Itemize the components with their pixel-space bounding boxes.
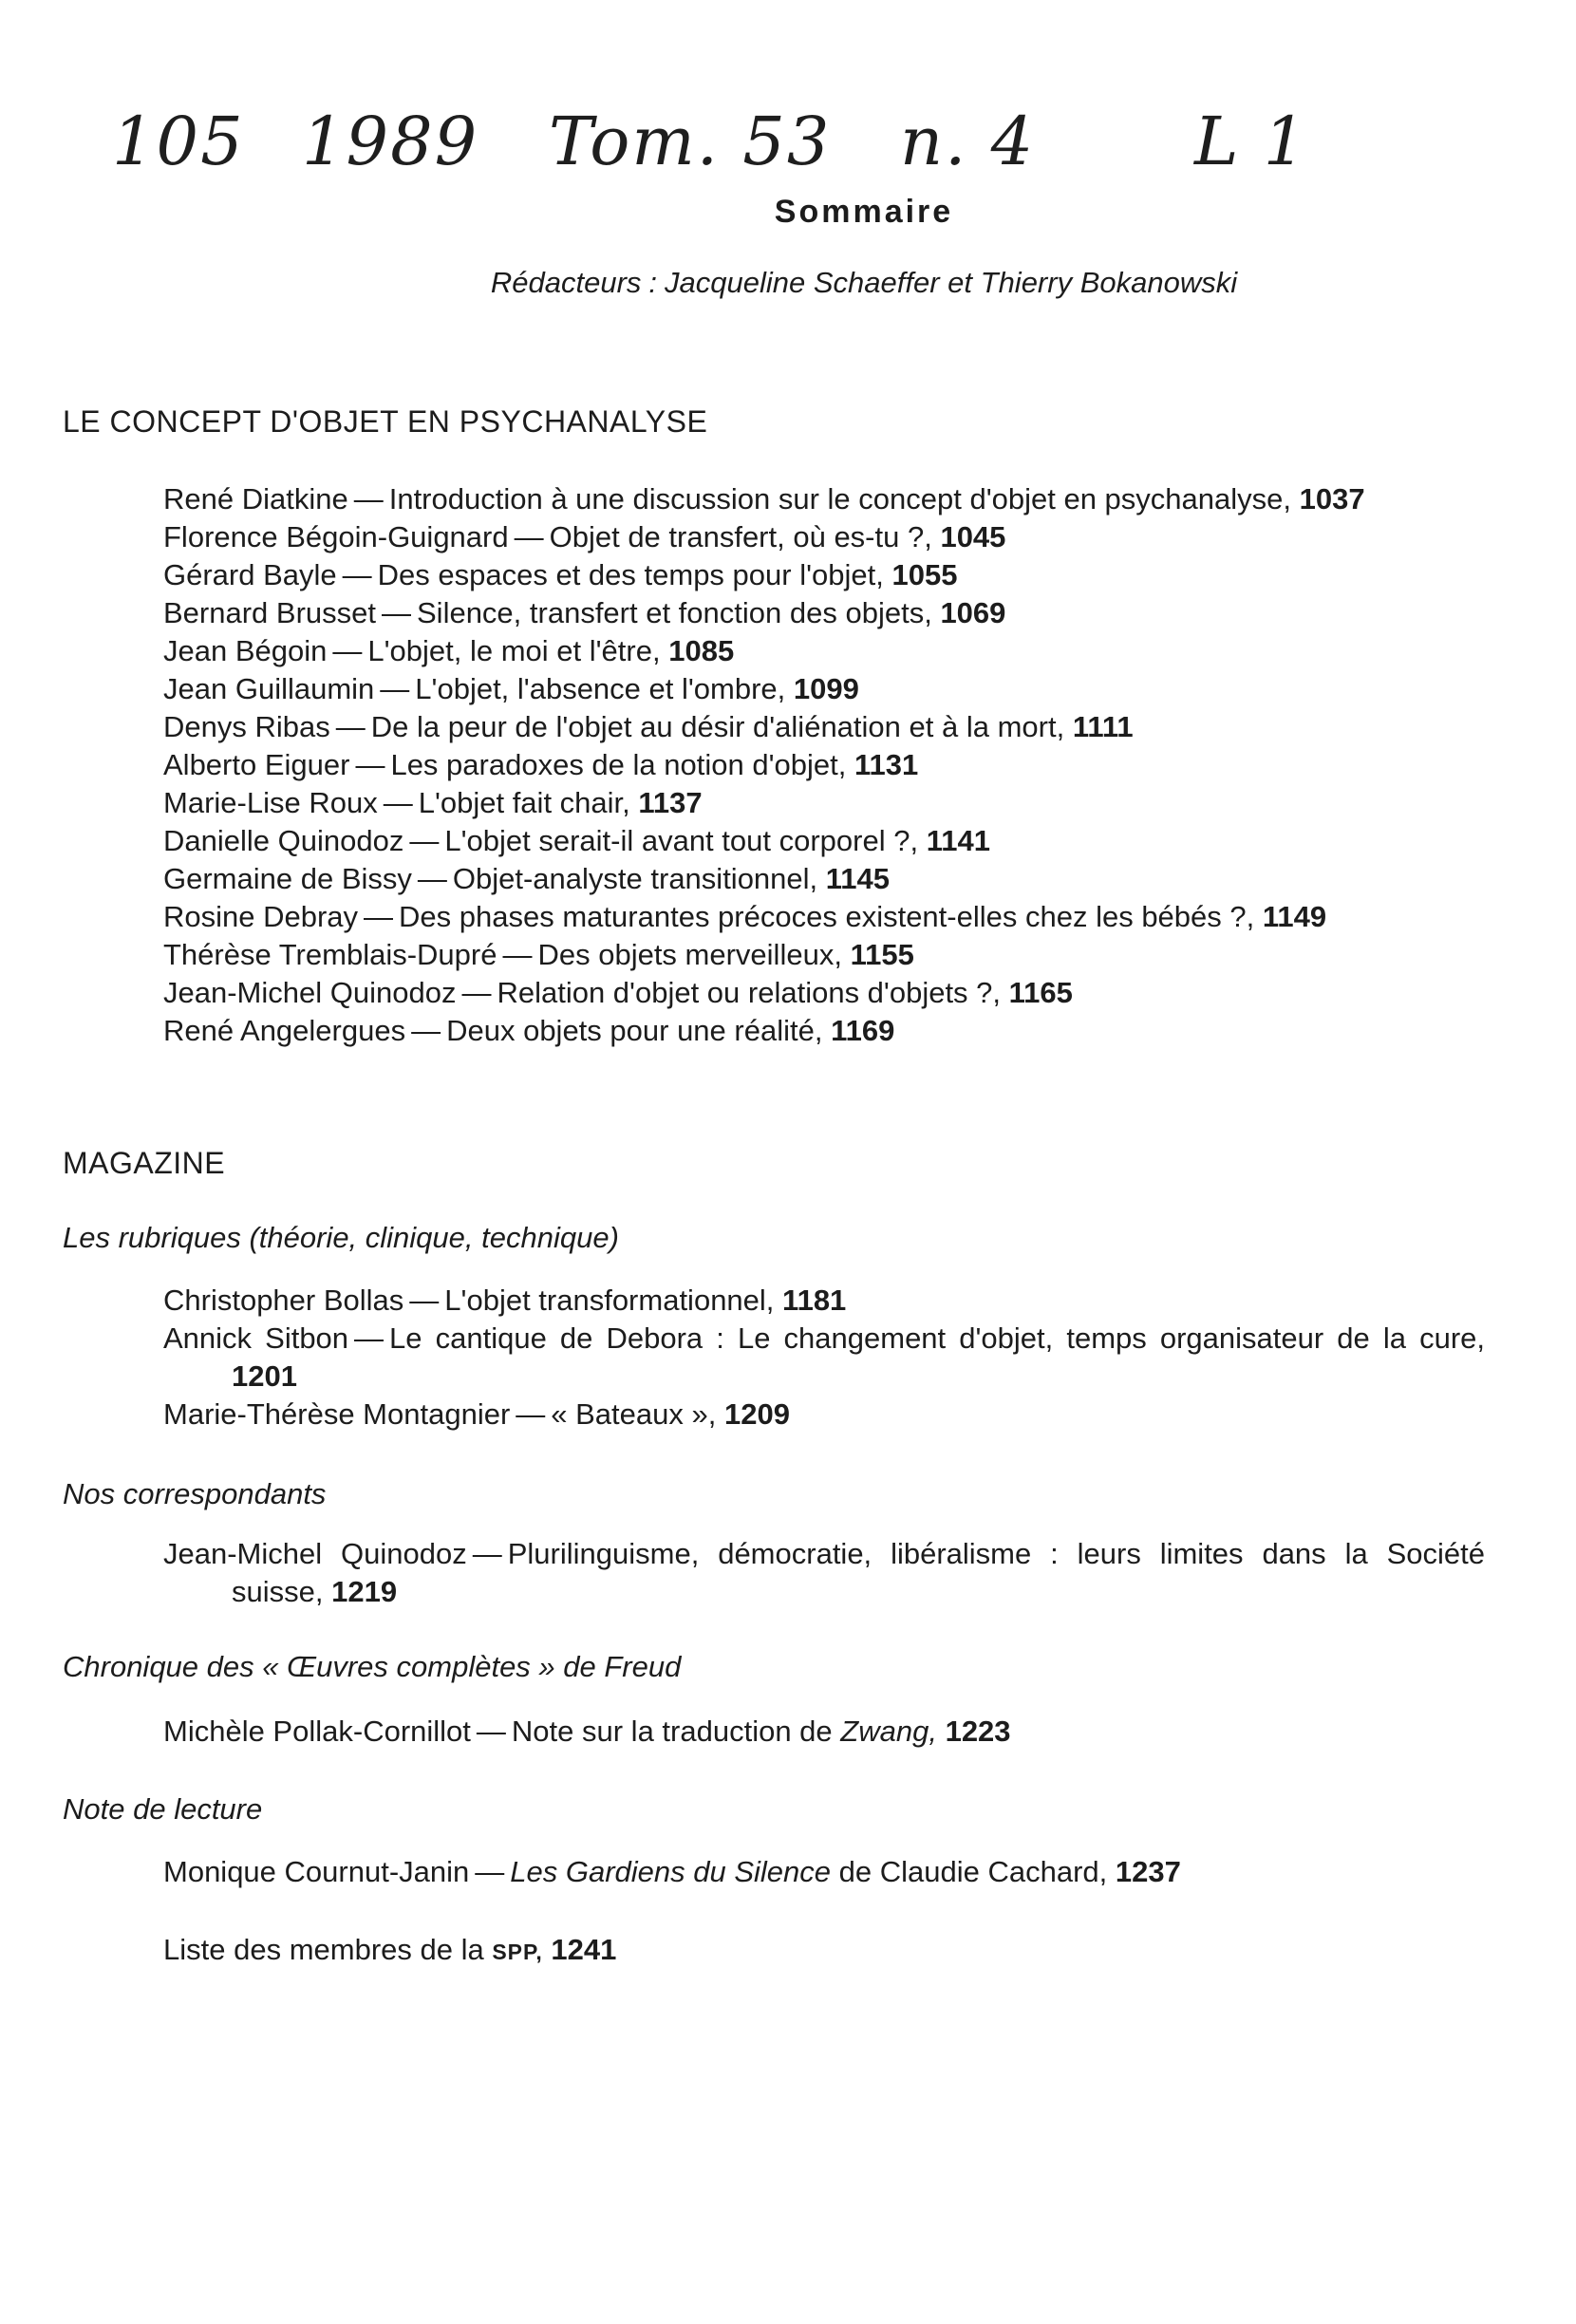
editors-names: Jacqueline Schaeffer et Thierry Bokanowski xyxy=(665,266,1238,299)
entry-page: 1149 xyxy=(1262,900,1327,933)
entry-author: Marie-Thérèse Montagnier xyxy=(163,1397,511,1431)
entry-dash: — xyxy=(383,786,413,819)
entry-dash: — xyxy=(411,1014,441,1047)
entry-dash: — xyxy=(516,1397,546,1431)
entry-author: Michèle Pollak-Cornillot xyxy=(163,1715,471,1748)
entry-dash: — xyxy=(417,862,447,895)
entry-page: 1085 xyxy=(668,634,735,667)
entry-title: Liste des membres de la xyxy=(163,1933,484,1966)
entry-title: L'objet transformationnel, xyxy=(444,1284,775,1317)
entry-author: Germaine de Bissy xyxy=(163,862,412,895)
entry-title: L'objet fait chair, xyxy=(418,786,630,819)
entry-dash: — xyxy=(409,824,440,857)
entry-title: Silence, transfert et fonction des objets, xyxy=(417,596,932,629)
entry-page: 1145 xyxy=(825,862,891,895)
editors-line xyxy=(0,266,1576,300)
entry-dash: — xyxy=(342,558,372,591)
entry-author: Jean Guillaumin xyxy=(163,672,375,705)
entry-author: Alberto Eiguer xyxy=(163,748,350,781)
entry-title: Relation d'objet ou relations d'objets ?, xyxy=(497,976,1002,1009)
entry-dash: — xyxy=(409,1284,440,1317)
entry-title-italic: Zwang, xyxy=(840,1715,937,1748)
toc-entry xyxy=(163,822,1485,860)
toc-entry xyxy=(163,1396,1485,1434)
annotation-number: 105 xyxy=(112,103,245,180)
section-heading-magazine: MAGAZINE xyxy=(63,1146,226,1180)
entry-dash: — xyxy=(514,520,544,553)
editors-label: Rédacteurs xyxy=(490,266,642,299)
entry-page: 1155 xyxy=(850,938,914,971)
entry-author: Florence Bégoin-Guignard xyxy=(163,520,509,553)
entry-page: 1045 xyxy=(940,520,1006,553)
entry-page: 1219 xyxy=(331,1575,398,1608)
entry-dash: — xyxy=(476,1715,506,1748)
entry-page: 1069 xyxy=(940,596,1006,629)
entry-author: Denys Ribas xyxy=(163,710,330,743)
toc-list-concept xyxy=(163,480,1485,1050)
entry-author: Bernard Brusset xyxy=(163,596,376,629)
toc-entry xyxy=(163,746,1485,784)
entry-author: Jean-Michel Quinodoz xyxy=(163,1537,467,1570)
section-heading-concept: LE CONCEPT D'OBJET EN PSYCHANALYSE xyxy=(63,404,708,439)
entry-dash: — xyxy=(472,1537,502,1570)
entry-author: Annick Sitbon xyxy=(163,1321,349,1355)
entry-dash: — xyxy=(502,938,533,971)
handwritten-annotation xyxy=(112,103,1346,207)
entry-title: Des phases maturantes précoces existent-elles chez les bébés ?, xyxy=(399,900,1255,933)
entry-dash: — xyxy=(382,596,411,629)
entry-title: L'objet, l'absence et l'ombre, xyxy=(415,672,786,705)
entry-title: Objet-analyste transitionnel, xyxy=(452,862,818,895)
entry-page: 1141 xyxy=(926,824,990,857)
entry-title: Le cantique de Debora : Le changement d'objet, temps organisateur de la cure, xyxy=(389,1321,1485,1355)
entry-author: Jean-Michel Quinodoz xyxy=(163,976,457,1009)
entry-title: Les paradoxes de la notion d'objet, xyxy=(390,748,847,781)
annotation-year: 1989 xyxy=(302,103,479,180)
entry-author: Danielle Quinodoz xyxy=(163,824,404,857)
entry-dash: — xyxy=(475,1855,505,1888)
entry-author: Gérard Bayle xyxy=(163,558,337,591)
entry-title: Plurilinguisme, démocratie, libéralisme : leurs limites dans la Société suisse, xyxy=(232,1537,1485,1608)
entry-page: 1137 xyxy=(638,786,703,819)
toc-entry xyxy=(163,1535,1485,1611)
toc-entry xyxy=(163,1320,1485,1396)
entry-page: 1223 xyxy=(945,1715,1011,1748)
toc-entry xyxy=(163,594,1485,632)
toc-entry xyxy=(163,936,1485,974)
entry-title: Des espaces et des temps pour l'objet, xyxy=(377,558,884,591)
entry-abbrev: SPP, xyxy=(492,1940,543,1964)
toc-list-chronique xyxy=(163,1713,1485,1751)
entry-title-italic: Les Gardiens du Silence xyxy=(510,1855,832,1888)
entry-page: 1181 xyxy=(782,1284,847,1317)
entry-title: « Bateaux », xyxy=(551,1397,717,1431)
entry-page: 1209 xyxy=(723,1397,790,1431)
toc-entry-members xyxy=(163,1931,1485,1971)
annotation-issue: n. 4 xyxy=(900,103,1036,180)
subsection-heading-correspondants: Nos correspondants xyxy=(63,1477,327,1510)
entry-title: L'objet, le moi et l'être, xyxy=(367,634,661,667)
toc-entry xyxy=(163,556,1485,594)
entry-title: Deux objets pour une réalité, xyxy=(446,1014,823,1047)
entry-author: Rosine Debray xyxy=(163,900,359,933)
toc-entry xyxy=(163,670,1485,708)
entry-dash: — xyxy=(461,976,492,1009)
subsection-heading-rubriques: Les rubriques (théorie, clinique, technique) xyxy=(63,1221,619,1254)
toc-entry xyxy=(163,898,1485,936)
entry-author: René Diatkine xyxy=(163,482,348,515)
entry-page: 1169 xyxy=(831,1014,895,1047)
entry-page: 1099 xyxy=(793,672,859,705)
toc-list-correspondants xyxy=(163,1535,1485,1611)
toc-entry xyxy=(163,860,1485,898)
entry-dash: — xyxy=(354,1321,385,1355)
entry-title: L'objet serait-il avant tout corporel ?, xyxy=(444,824,919,857)
toc-entry xyxy=(163,1012,1485,1050)
entry-author: Christopher Bollas xyxy=(163,1284,404,1317)
entry-title: Note sur la traduction de xyxy=(511,1715,833,1748)
toc-entry xyxy=(163,1282,1485,1320)
entry-dash: — xyxy=(364,900,394,933)
toc-entry xyxy=(163,708,1485,746)
toc-entry xyxy=(163,1713,1485,1751)
entry-page: 1201 xyxy=(232,1359,297,1393)
entry-page: 1055 xyxy=(891,558,958,591)
entry-author: Marie-Lise Roux xyxy=(163,786,378,819)
entry-title: De la peur de l'objet au désir d'aliénation et à la mort, xyxy=(370,710,1065,743)
entry-page: 1037 xyxy=(1299,482,1365,515)
entry-page: 1131 xyxy=(854,748,919,781)
page-title: Sommaire xyxy=(774,194,954,230)
entry-author: Jean Bégoin xyxy=(163,634,328,667)
entry-title: Introduction à une discussion sur le concept d'objet en psychanalyse, xyxy=(388,482,1292,515)
entry-author: Thérèse Tremblais-Dupré xyxy=(163,938,497,971)
entry-author: Monique Cournut-Janin xyxy=(163,1855,470,1888)
annotation-code: L 1 xyxy=(1194,103,1308,180)
entry-title: Des objets merveilleux, xyxy=(537,938,842,971)
entry-page: 1111 xyxy=(1072,710,1134,743)
subsection-heading-lecture: Note de lecture xyxy=(63,1792,263,1826)
annotation-volume: Tom. 53 xyxy=(549,103,832,180)
entry-title: de Claudie Cachard, xyxy=(838,1855,1108,1888)
entry-page: 1241 xyxy=(551,1933,617,1966)
toc-entry xyxy=(163,784,1485,822)
entry-dash: — xyxy=(353,482,384,515)
entry-dash: — xyxy=(335,710,366,743)
editors-separator: : xyxy=(648,266,658,299)
entry-author: René Angelergues xyxy=(163,1014,406,1047)
toc-list-lecture xyxy=(163,1853,1485,1891)
subsection-heading-chronique: Chronique des « Œuvres complètes » de Freud xyxy=(63,1650,682,1683)
entry-page: 1165 xyxy=(1008,976,1073,1009)
entry-dash: — xyxy=(380,672,410,705)
toc-entry xyxy=(163,480,1485,518)
entry-title: Objet de transfert, où es-tu ?, xyxy=(549,520,932,553)
toc-entry xyxy=(163,632,1485,670)
entry-dash: — xyxy=(332,634,363,667)
toc-entry xyxy=(163,974,1485,1012)
toc-entry xyxy=(163,1853,1485,1891)
entry-page: 1237 xyxy=(1115,1855,1181,1888)
toc-list-rubriques xyxy=(163,1282,1485,1434)
entry-dash: — xyxy=(355,748,385,781)
toc-list-members xyxy=(163,1931,1485,1971)
toc-entry xyxy=(163,518,1485,556)
